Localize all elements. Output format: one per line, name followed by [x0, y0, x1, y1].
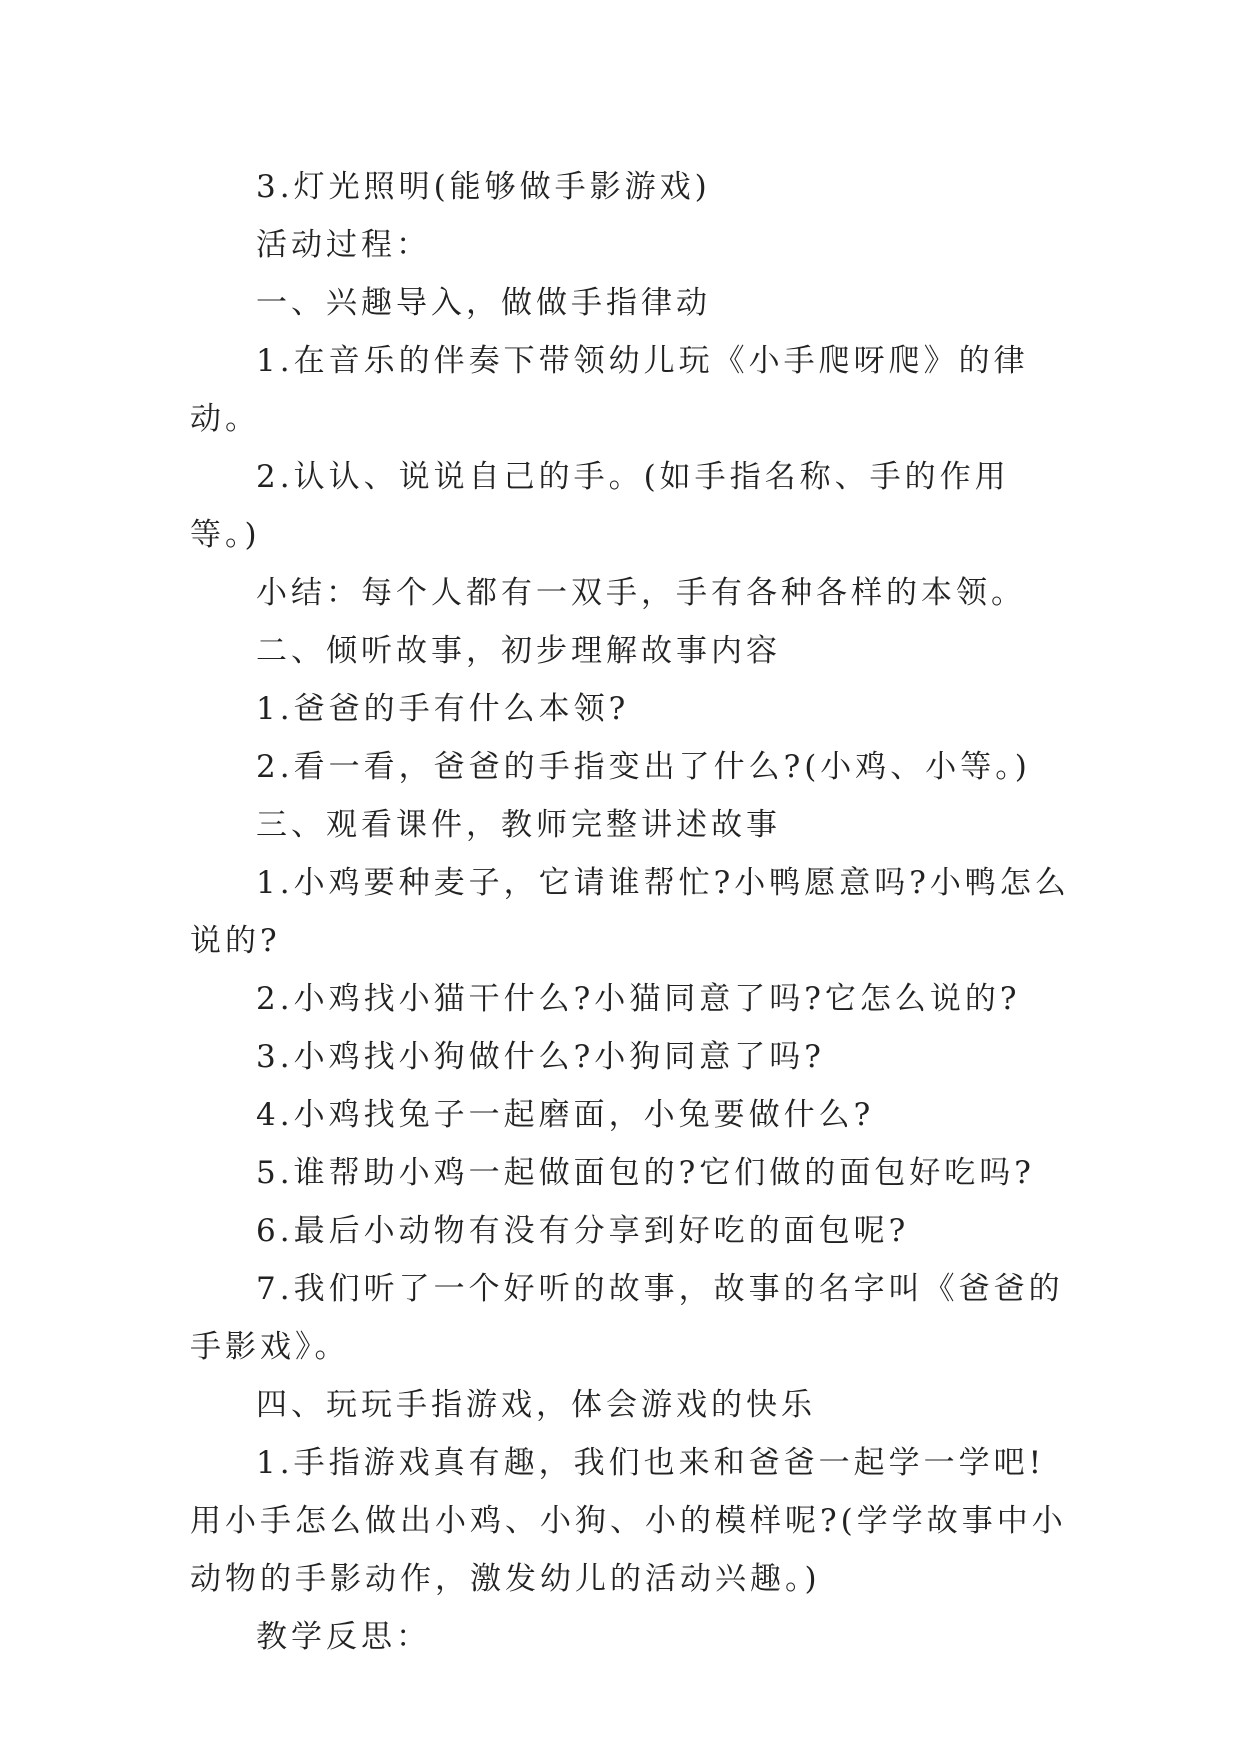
section-heading-4: 四、玩玩手指游戏，体会游戏的快乐: [256, 1387, 816, 1423]
paragraph-1-2: 2.认认、说说自己的手。(如手指名称、手的作用等。): [190, 459, 1010, 553]
paragraph-teaching-reflection-heading: 教学反思：: [256, 1619, 431, 1655]
paragraph-3-6: 6.最后小动物有没有分享到好吃的面包呢?: [256, 1213, 910, 1249]
paragraph-3-1: 1.小鸡要种麦子，它请谁帮忙?小鸭愿意吗?小鸭怎么说的?: [190, 865, 1070, 959]
paragraph-lighting: 3.灯光照明(能够做手影游戏): [256, 169, 711, 205]
section-heading-1: 一、兴趣导入，做做手指律动: [256, 285, 711, 321]
paragraph-3-5: 5.谁帮助小鸡一起做面包的?它们做的面包好吃吗?: [256, 1155, 1035, 1191]
paragraph-4-1: 1.手指游戏真有趣，我们也来和爸爸一起学一学吧!用小手怎么做出小鸡、小狗、小的模样呢?(学学故事中小动物的手影动作，激发幼儿的活动兴趣。): [190, 1445, 1067, 1597]
paragraph-3-2: 2.小鸡找小猫干什么?小猫同意了吗?它怎么说的?: [256, 981, 1021, 1017]
paragraph-3-3: 3.小鸡找小狗做什么?小狗同意了吗?: [256, 1039, 825, 1075]
section-heading-2: 二、倾听故事，初步理解故事内容: [256, 633, 781, 669]
paragraph-2-1: 1.爸爸的手有什么本领?: [256, 691, 630, 727]
paragraph-3-4: 4.小鸡找兔子一起磨面，小兔要做什么?: [256, 1097, 875, 1133]
paragraph-2-2: 2.看一看，爸爸的手指变出了什么?(小鸡、小等。): [256, 749, 1031, 785]
paragraph-activity-process-heading: 活动过程：: [256, 227, 431, 263]
paragraph-summary: 小结：每个人都有一双手，手有各种各样的本领。: [256, 575, 1026, 611]
paragraph-3-7: 7.我们听了一个好听的故事，故事的名字叫《爸爸的手影戏》。: [190, 1271, 1064, 1365]
paragraph-1-1: 1.在音乐的伴奏下带领幼儿玩《小手爬呀爬》的律动。: [190, 343, 1029, 437]
document-body: [190, 158, 1070, 1666]
section-heading-3: 三、观看课件，教师完整讲述故事: [256, 807, 781, 843]
